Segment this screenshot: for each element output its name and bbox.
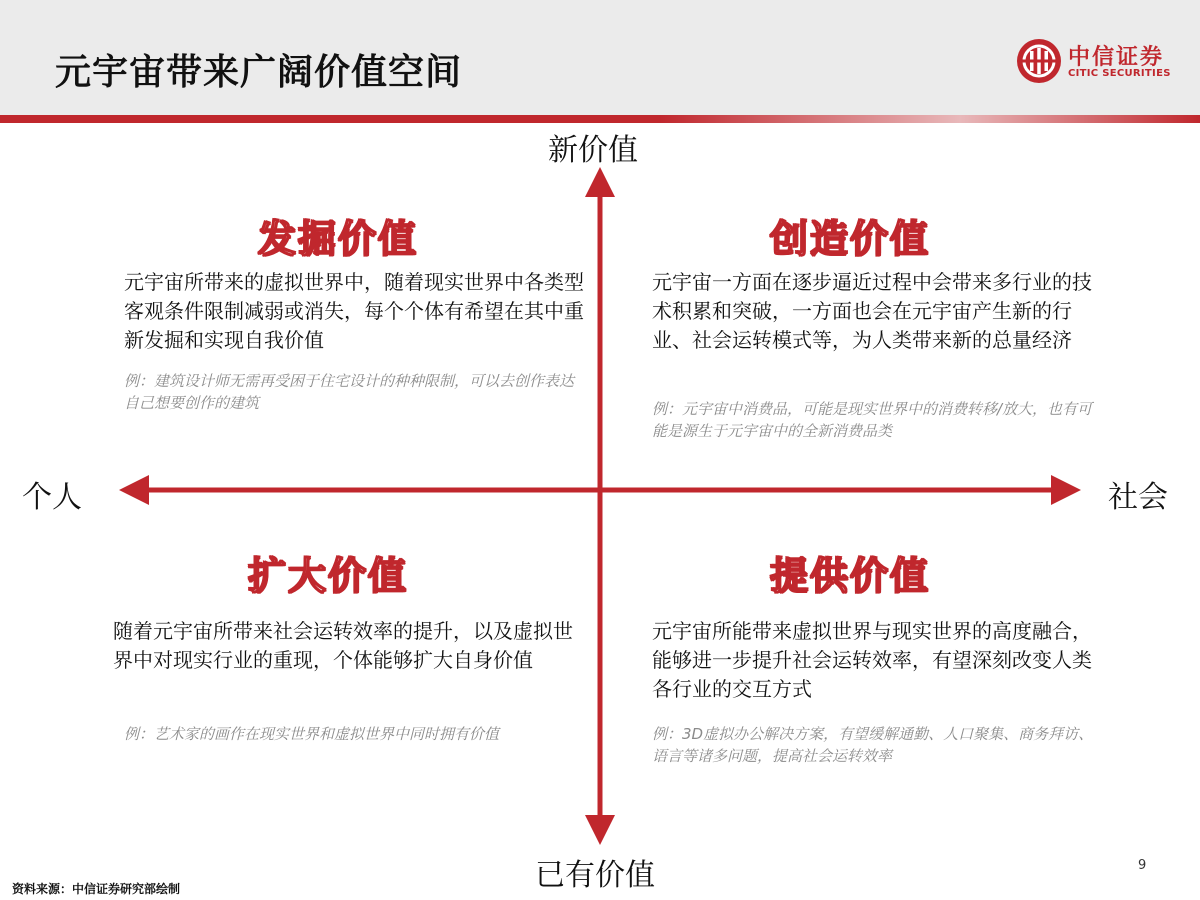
quadrant-top-right-body: 元宇宙一方面在逐步逼近过程中会带来多行业的技术积累和突破，一方面也会在元宇宙产生新的行业、社会运转模式等，为人类带来新的总量经济	[652, 270, 1092, 352]
quadrant-bottom-right-title: 提供价值	[770, 554, 931, 598]
page-number: 9	[1138, 858, 1147, 873]
logo-name-cn: 中信证券	[1068, 45, 1165, 70]
axis-label-left: 个人	[22, 480, 82, 515]
quadrant-top-right-example: 例：元宇宙中消费品，可能是现实世界中的消费转移/放大，也有可能是源生于元宇宙中的全新消费品类	[652, 400, 1093, 440]
quadrant-bottom-left-body: 随着元宇宙所带来社会运转效率的提升，以及虚拟世界中对现实行业的重现，个体能够扩大自身价值	[113, 619, 573, 672]
quadrant-bottom-right-body: 元宇宙所能带来虚拟世界与现实世界的高度融合，能够进一步提升社会运转效率，有望深刻改变人类各行业的交互方式	[652, 619, 1092, 701]
quadrant-top-left-body: 元宇宙所带来的虚拟世界中，随着现实世界中各类型客观条件限制减弱或消失，每个个体有希望在其中重新发掘和实现自我价值	[124, 270, 584, 352]
logo-name-en: CITIC SECURITIES	[1068, 68, 1171, 79]
quadrant-top-left-title: 发掘价值	[258, 217, 419, 261]
quadrant-top-left-example: 例：建筑设计师无需再受困于住宅设计的种种限制，可以去创作表达自己想要创作的建筑	[124, 372, 575, 412]
page-title: 元宇宙带来广阔价值空间	[55, 52, 463, 93]
quadrant-bottom-left-title: 扩大价值	[248, 554, 409, 598]
quadrant-top-right-title: 创造价值	[770, 217, 931, 261]
axis-label-bottom: 已有价值	[535, 858, 655, 893]
quadrant-bottom-left-example: 例：艺术家的画作在现实世界和虚拟世界中同时拥有价值	[124, 725, 500, 743]
footer-source: 资料来源：中信证券研究部绘制	[12, 882, 181, 896]
quadrant-bottom-right-example: 例：3D虚拟办公解决方案，有望缓解通勤、人口聚集、商务拜访、语言等诸多问题，提高社会运转效率	[652, 725, 1094, 765]
axis-label-top: 新价值	[548, 133, 638, 168]
axis-label-right: 社会	[1108, 480, 1168, 515]
